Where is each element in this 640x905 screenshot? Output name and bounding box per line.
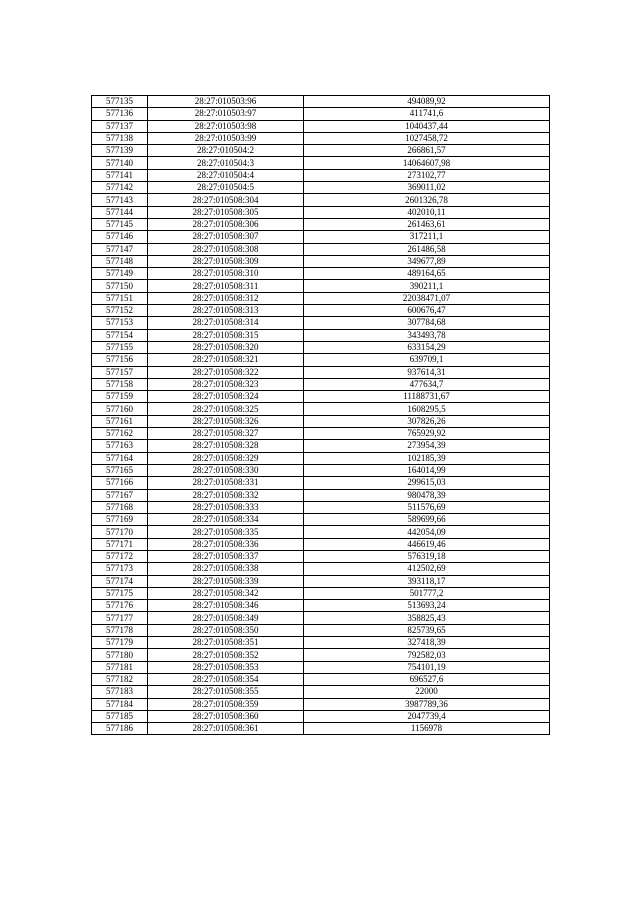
cadastral-number-cell: 28:27:010508:354 (148, 673, 304, 685)
cadastral-number-cell: 28:27:010508:330 (148, 464, 304, 476)
table-row (92, 710, 550, 722)
row-number-cell: 577174 (92, 575, 148, 587)
cadastral-number-cell: 28:27:010508:312 (148, 292, 304, 304)
cadastral-number-cell: 28:27:010508:325 (148, 403, 304, 415)
cadastral-value-cell: 754101,19 (304, 661, 550, 673)
row-number-cell: 577154 (92, 329, 148, 341)
cadastral-number-cell: 28:27:010508:314 (148, 317, 304, 329)
cadastral-value-cell: 1040437,44 (304, 120, 550, 132)
row-number-cell: 577151 (92, 292, 148, 304)
row-number-cell: 577141 (92, 169, 148, 181)
cadastral-value-cell: 1027458,72 (304, 132, 550, 144)
table-row (92, 341, 550, 353)
cadastral-number-cell: 28:27:010508:359 (148, 698, 304, 710)
cadastral-value-cell: 513693,24 (304, 600, 550, 612)
cadastral-number-cell: 28:27:010508:307 (148, 231, 304, 243)
row-number-cell: 577153 (92, 317, 148, 329)
cadastral-number-cell: 28:27:010508:324 (148, 391, 304, 403)
table-row (92, 132, 550, 144)
row-number-cell: 577172 (92, 550, 148, 562)
row-number-cell: 577185 (92, 710, 148, 722)
row-number-cell: 577142 (92, 182, 148, 194)
cadastral-value-cell: 402010,11 (304, 206, 550, 218)
row-number-cell: 577167 (92, 489, 148, 501)
row-number-cell: 577147 (92, 243, 148, 255)
cadastral-number-cell: 28:27:010508:306 (148, 218, 304, 230)
cadastral-number-cell: 28:27:010504:2 (148, 145, 304, 157)
cadastral-value-cell: 273102,77 (304, 169, 550, 181)
table-row (92, 317, 550, 329)
cadastral-number-cell: 28:27:010508:328 (148, 440, 304, 452)
row-number-cell: 577165 (92, 464, 148, 476)
row-number-cell: 577170 (92, 526, 148, 538)
row-number-cell: 577139 (92, 145, 148, 157)
table-row (92, 218, 550, 230)
cadastral-number-cell: 28:27:010508:346 (148, 600, 304, 612)
row-number-cell: 577180 (92, 649, 148, 661)
row-number-cell: 577135 (92, 96, 148, 108)
row-number-cell: 577169 (92, 514, 148, 526)
table-row (92, 440, 550, 452)
table-row (92, 600, 550, 612)
cadastral-number-cell: 28:27:010508:326 (148, 415, 304, 427)
row-number-cell: 577143 (92, 194, 148, 206)
cadastral-number-cell: 28:27:010508:320 (148, 341, 304, 353)
cadastral-value-cell: 792582,03 (304, 649, 550, 661)
table-row (92, 686, 550, 698)
table-row (92, 403, 550, 415)
table-row (92, 243, 550, 255)
row-number-cell: 577155 (92, 341, 148, 353)
table-row (92, 169, 550, 181)
table-row (92, 255, 550, 267)
table-row (92, 452, 550, 464)
row-number-cell: 577164 (92, 452, 148, 464)
cadastral-number-cell: 28:27:010508:304 (148, 194, 304, 206)
table-row (92, 526, 550, 538)
table-row (92, 563, 550, 575)
cadastral-number-cell: 28:27:010508:309 (148, 255, 304, 267)
cadastral-value-cell: 2601326,78 (304, 194, 550, 206)
cadastral-number-cell: 28:27:010508:353 (148, 661, 304, 673)
table-row (92, 673, 550, 685)
row-number-cell: 577157 (92, 366, 148, 378)
cadastral-number-cell: 28:27:010503:97 (148, 108, 304, 120)
cadastral-value-cell: 633154,29 (304, 341, 550, 353)
table-row (92, 120, 550, 132)
table-row (92, 157, 550, 169)
row-number-cell: 577186 (92, 723, 148, 735)
cadastral-number-cell: 28:27:010508:350 (148, 624, 304, 636)
cadastral-value-cell: 600676,47 (304, 305, 550, 317)
cadastral-number-cell: 28:27:010504:4 (148, 169, 304, 181)
cadastral-number-cell: 28:27:010508:313 (148, 305, 304, 317)
cadastral-number-cell: 28:27:010508:352 (148, 649, 304, 661)
cadastral-value-cell: 639709,1 (304, 354, 550, 366)
table-row (92, 428, 550, 440)
table-row (92, 268, 550, 280)
table-row (92, 206, 550, 218)
cadastral-value-cell: 494089,92 (304, 96, 550, 108)
cadastral-number-cell: 28:27:010508:323 (148, 378, 304, 390)
cadastral-number-cell: 28:27:010504:5 (148, 182, 304, 194)
table-body (92, 96, 550, 735)
cadastral-value-cell: 307784,68 (304, 317, 550, 329)
row-number-cell: 577137 (92, 120, 148, 132)
table-row (92, 464, 550, 476)
table-row (92, 698, 550, 710)
cadastral-value-cell: 1608295,5 (304, 403, 550, 415)
cadastral-number-cell: 28:27:010508:327 (148, 428, 304, 440)
cadastral-number-cell: 28:27:010508:308 (148, 243, 304, 255)
cadastral-number-cell: 28:27:010508:337 (148, 550, 304, 562)
cadastral-number-cell: 28:27:010503:98 (148, 120, 304, 132)
row-number-cell: 577148 (92, 255, 148, 267)
cadastral-value-cell: 343493,78 (304, 329, 550, 341)
cadastral-value-cell: 266861,57 (304, 145, 550, 157)
table-row (92, 280, 550, 292)
row-number-cell: 577179 (92, 637, 148, 649)
cadastral-value-cell: 261486,58 (304, 243, 550, 255)
cadastral-value-cell: 358825,43 (304, 612, 550, 624)
row-number-cell: 577168 (92, 501, 148, 513)
cadastral-value-cell: 442054,09 (304, 526, 550, 538)
table-row (92, 538, 550, 550)
cadastral-number-cell: 28:27:010508:331 (148, 477, 304, 489)
cadastral-number-cell: 28:27:010503:99 (148, 132, 304, 144)
row-number-cell: 577162 (92, 428, 148, 440)
row-number-cell: 577149 (92, 268, 148, 280)
cadastral-number-cell: 28:27:010508:335 (148, 526, 304, 538)
cadastral-value-cell: 412502,69 (304, 563, 550, 575)
cadastral-value-cell: 393118,17 (304, 575, 550, 587)
cadastral-value-cell: 576319,18 (304, 550, 550, 562)
cadastral-value-cell: 273954,39 (304, 440, 550, 452)
cadastral-value-cell: 3987789,36 (304, 698, 550, 710)
cadastral-value-cell: 511576,69 (304, 501, 550, 513)
cadastral-value-cell: 501777,2 (304, 587, 550, 599)
cadastral-value-cell: 937614,31 (304, 366, 550, 378)
row-number-cell: 577156 (92, 354, 148, 366)
table-row (92, 575, 550, 587)
cadastral-number-cell: 28:27:010508:329 (148, 452, 304, 464)
cadastral-value-cell: 22000 (304, 686, 550, 698)
cadastral-number-cell: 28:27:010504:3 (148, 157, 304, 169)
row-number-cell: 577161 (92, 415, 148, 427)
table-row (92, 194, 550, 206)
table-row (92, 624, 550, 636)
table-row (92, 366, 550, 378)
row-number-cell: 577159 (92, 391, 148, 403)
row-number-cell: 577178 (92, 624, 148, 636)
cadastral-value-cell: 14064607,98 (304, 157, 550, 169)
row-number-cell: 577136 (92, 108, 148, 120)
row-number-cell: 577145 (92, 218, 148, 230)
table-row (92, 305, 550, 317)
cadastral-number-cell: 28:27:010508:305 (148, 206, 304, 218)
cadastral-value-cell: 261463,61 (304, 218, 550, 230)
cadastral-value-cell: 1156978 (304, 723, 550, 735)
cadastral-number-cell: 28:27:010508:310 (148, 268, 304, 280)
cadastral-number-cell: 28:27:010508:315 (148, 329, 304, 341)
cadastral-number-cell: 28:27:010508:360 (148, 710, 304, 722)
cadastral-number-cell: 28:27:010503:96 (148, 96, 304, 108)
row-number-cell: 577146 (92, 231, 148, 243)
table-row (92, 96, 550, 108)
cadastral-number-cell: 28:27:010508:339 (148, 575, 304, 587)
row-number-cell: 577140 (92, 157, 148, 169)
table-row (92, 489, 550, 501)
cadastral-value-cell: 2047739,4 (304, 710, 550, 722)
table-row (92, 501, 550, 513)
cadastral-number-cell: 28:27:010508:336 (148, 538, 304, 550)
cadastral-number-cell: 28:27:010508:338 (148, 563, 304, 575)
cadastral-value-cell: 164014,99 (304, 464, 550, 476)
cadastral-number-cell: 28:27:010508:322 (148, 366, 304, 378)
cadastral-number-cell: 28:27:010508:351 (148, 637, 304, 649)
cadastral-number-cell: 28:27:010508:333 (148, 501, 304, 513)
cadastral-number-cell: 28:27:010508:332 (148, 489, 304, 501)
cadastral-value-cell: 765929,92 (304, 428, 550, 440)
table-row (92, 391, 550, 403)
cadastral-value-cell: 349677,89 (304, 255, 550, 267)
table-row (92, 661, 550, 673)
cadastral-value-cell: 307826,26 (304, 415, 550, 427)
row-number-cell: 577166 (92, 477, 148, 489)
cadastral-value-table (91, 95, 550, 735)
row-number-cell: 577182 (92, 673, 148, 685)
cadastral-number-cell: 28:27:010508:311 (148, 280, 304, 292)
row-number-cell: 577138 (92, 132, 148, 144)
row-number-cell: 577171 (92, 538, 148, 550)
row-number-cell: 577173 (92, 563, 148, 575)
table-row (92, 587, 550, 599)
cadastral-value-cell: 446619,46 (304, 538, 550, 550)
table-row (92, 329, 550, 341)
row-number-cell: 577160 (92, 403, 148, 415)
table-row (92, 354, 550, 366)
cadastral-value-cell: 825739,65 (304, 624, 550, 636)
table-row (92, 292, 550, 304)
cadastral-number-cell: 28:27:010508:334 (148, 514, 304, 526)
cadastral-value-cell: 411741,6 (304, 108, 550, 120)
table-row (92, 415, 550, 427)
cadastral-number-cell: 28:27:010508:361 (148, 723, 304, 735)
table-row (92, 477, 550, 489)
table-row (92, 231, 550, 243)
table-row (92, 108, 550, 120)
row-number-cell: 577158 (92, 378, 148, 390)
cadastral-value-cell: 369011,02 (304, 182, 550, 194)
cadastral-number-cell: 28:27:010508:342 (148, 587, 304, 599)
cadastral-value-cell: 489164,65 (304, 268, 550, 280)
cadastral-value-cell: 589699,66 (304, 514, 550, 526)
cadastral-value-cell: 980478,39 (304, 489, 550, 501)
cadastral-value-cell: 299615,03 (304, 477, 550, 489)
cadastral-number-cell: 28:27:010508:321 (148, 354, 304, 366)
table-row (92, 182, 550, 194)
table-row (92, 612, 550, 624)
row-number-cell: 577183 (92, 686, 148, 698)
cadastral-number-cell: 28:27:010508:355 (148, 686, 304, 698)
table-row (92, 145, 550, 157)
cadastral-value-cell: 22038471,07 (304, 292, 550, 304)
cadastral-value-cell: 477634,7 (304, 378, 550, 390)
row-number-cell: 577184 (92, 698, 148, 710)
row-number-cell: 577176 (92, 600, 148, 612)
cadastral-value-cell: 327418,39 (304, 637, 550, 649)
table-row (92, 637, 550, 649)
row-number-cell: 577144 (92, 206, 148, 218)
table-row (92, 550, 550, 562)
row-number-cell: 577175 (92, 587, 148, 599)
cadastral-number-cell: 28:27:010508:349 (148, 612, 304, 624)
row-number-cell: 577163 (92, 440, 148, 452)
row-number-cell: 577177 (92, 612, 148, 624)
table-row (92, 378, 550, 390)
row-number-cell: 577181 (92, 661, 148, 673)
cadastral-value-cell: 11188731,67 (304, 391, 550, 403)
cadastral-value-cell: 102185,39 (304, 452, 550, 464)
cadastral-value-cell: 696527,6 (304, 673, 550, 685)
cadastral-value-cell: 317211,1 (304, 231, 550, 243)
row-number-cell: 577150 (92, 280, 148, 292)
cadastral-value-cell: 390211,1 (304, 280, 550, 292)
row-number-cell: 577152 (92, 305, 148, 317)
table-row (92, 514, 550, 526)
table-row (92, 723, 550, 735)
table-row (92, 649, 550, 661)
